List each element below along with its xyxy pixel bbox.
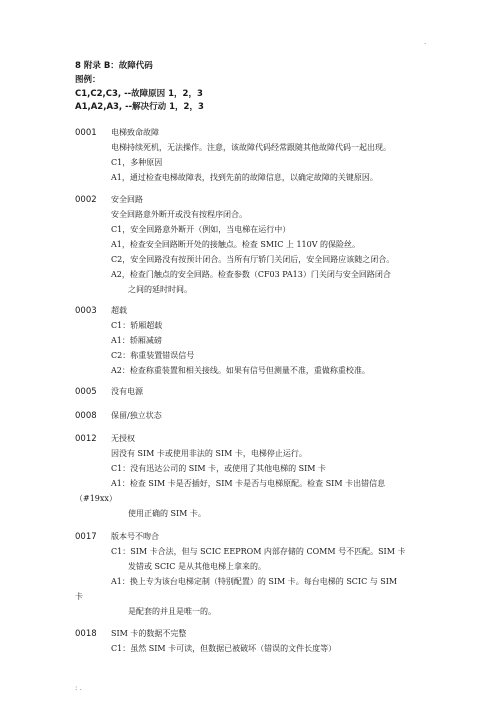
fault-action: A1，检查安全回路断开处的接触点。检查 SMIC 上 110V 的保险丝。 [111,240,361,249]
fault-cause: C1：虽然 SIM 卡可读，但数据已被破坏（错误的文件长度等） [111,644,337,653]
fault-code: 0017 [75,532,97,542]
fault-cause: C1：SIM 卡合法，但与 SCIC EEPROM 内部存储的 COMM 号不匹配。SIM 卡 [111,547,406,556]
page-bottom-mark: : . [75,684,82,692]
fault-code: 0002 [75,195,97,205]
fault-code: 0018 [75,629,97,639]
legend-label: 图例： [75,75,101,85]
legend-cause: C1,C2,C3, --故障原因 1，2，3 [75,89,203,99]
page-top-mark: . [424,38,427,46]
fault-title: 版本号不吻合 [111,532,159,541]
fault-cause: C1，多种原因 [111,158,163,167]
fault-action: A2：检查称重装置和相关接线。如果有信号但测量不准，重做称重校准。 [111,366,370,375]
fault-cause-continued: 发错或 SCIC 是从其他电梯上拿来的。 [128,562,266,571]
fault-code: 0001 [75,128,97,138]
fault-title: 安全回路 [111,195,143,204]
fault-code: 0008 [75,411,97,421]
fault-action-continued: 是配套的并且是唯一的。 [128,607,216,616]
fault-action: A2，检查门触点的安全回路。检查参数（CF03 PA13）门关闭与安全回路闭合 [111,270,391,279]
fault-code: 0012 [75,434,97,444]
fault-action: A1，通过检查电梯故障表，找到先前的故障信息，以确定故障的关键原因。 [111,173,378,182]
legend-action: A1,A2,A3, --解决行动 1，2，3 [75,102,204,112]
fault-action: A1：换上专为该台电梯定制（特别配置）的 SIM 卡。每台电梯的 SCIC 与 SIM [111,577,398,586]
fault-description: 电梯持续死机，无法操作。注意，该故障代码经常跟随其他故障代码一起出现。 [111,143,391,152]
fault-title: 电梯致命故障 [111,128,159,137]
fault-description: 安全回路意外断开或没有按程序闭合。 [111,210,247,219]
section-title: 8 附录 B：故障代码 [75,61,153,71]
fault-action: A1：轿厢减磅 [111,336,162,345]
fault-title: 保留/独立状态 [111,411,162,420]
fault-cause: C2，安全回路没有按预计闭合。当所有厅轿门关闭后，安全回路应该随之闭合。 [111,255,395,264]
fault-title: 没有电源 [111,387,143,396]
fault-action-continued: （#19xx） [75,494,117,503]
fault-cause: C1：没有迅达公司的 SIM 卡，或使用了其他电梯的 SIM 卡 [111,464,327,473]
fault-action-continued: 之间的延时时间。 [128,285,192,294]
fault-code: 0003 [75,306,97,316]
fault-title: 超载 [111,306,127,315]
fault-title: 无授权 [111,434,135,443]
fault-code: 0005 [75,387,97,397]
fault-cause: C1，安全回路意外断开（例如，当电梯在运行中） [111,225,291,234]
fault-cause: C1：轿厢超载 [111,321,163,330]
fault-action: A1：检查 SIM 卡是否插好，SIM 卡是否与电梯原配。检查 SIM 卡出错信息 [111,479,386,488]
fault-action-continued: 卡 [75,592,83,601]
fault-title: SIM 卡的数据不完整 [111,629,187,638]
fault-action-continued: 使用正确的 SIM 卡。 [128,509,206,518]
fault-cause: C2：称重装置错误信号 [111,351,195,360]
fault-description: 因没有 SIM 卡或使用非法的 SIM 卡，电梯停止运行。 [111,449,307,458]
